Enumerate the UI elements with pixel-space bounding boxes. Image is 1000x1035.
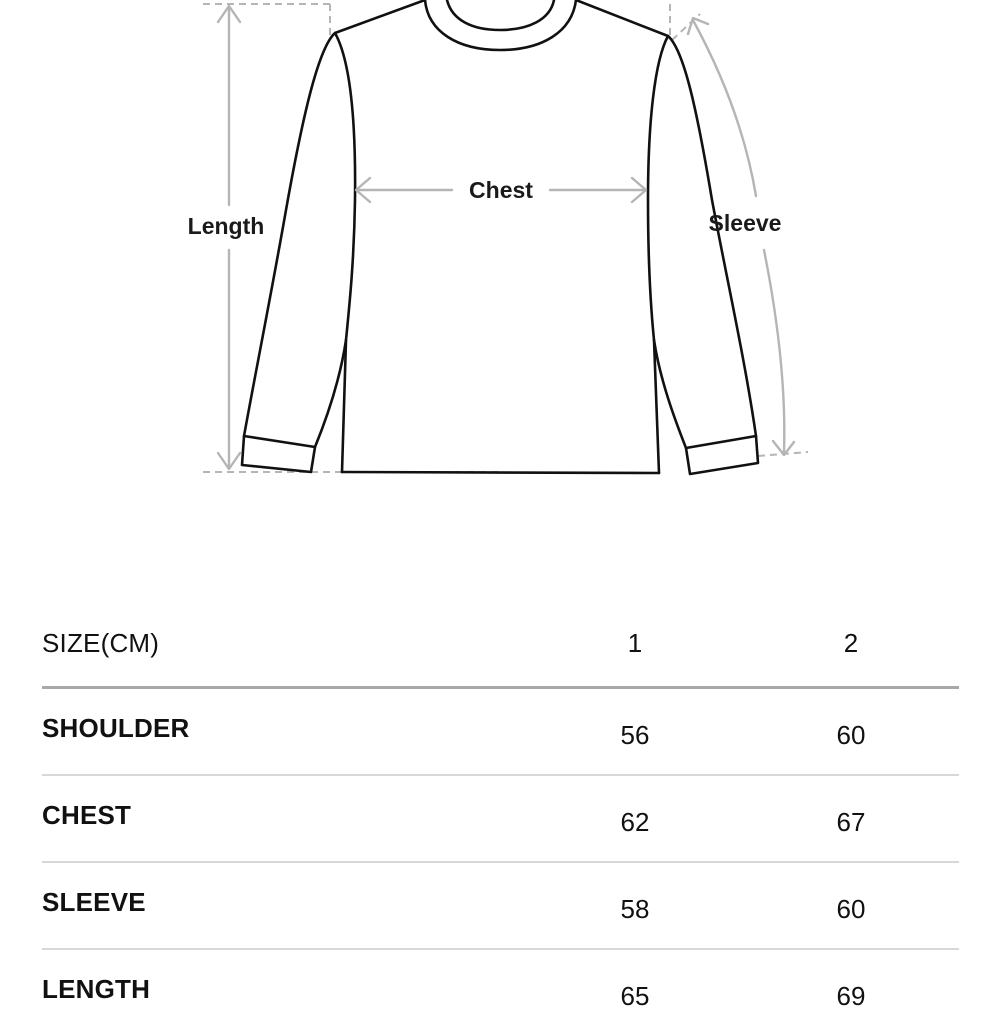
size-chart-table [42, 600, 959, 1035]
size-header-1: 1 [527, 600, 743, 688]
row-label: SHOULDER [42, 688, 527, 776]
size-header-2: 2 [743, 600, 959, 688]
size-header-label: SIZE(CM) [42, 600, 527, 688]
right-cuff [686, 436, 758, 474]
table-row-length [42, 949, 959, 1035]
row-value: 58 [527, 862, 743, 949]
collar [425, 0, 576, 50]
size-header-row [42, 600, 959, 688]
row-label: LENGTH [42, 974, 151, 1004]
hem [342, 472, 659, 473]
sleeve-measure-arrow [688, 18, 794, 455]
row-value: 67 [743, 775, 959, 862]
length-label: Length [187, 213, 265, 239]
sleeve-label: Sleeve [708, 210, 782, 236]
row-label: SLEEVE [42, 862, 527, 949]
left-inner-arm [315, 33, 355, 447]
row-value: 62 [527, 775, 743, 862]
chest-label: Chest [469, 177, 533, 203]
right-inner-arm [648, 36, 686, 448]
left-cuff [242, 436, 315, 472]
row-value: 60 [743, 862, 959, 949]
shirt-outline [242, 0, 758, 474]
dashed-guide-lines [203, 4, 808, 472]
table-row-chest [42, 775, 959, 862]
table-row-sleeve [42, 862, 959, 949]
row-value: 60 [743, 688, 959, 776]
row-label: CHEST [42, 775, 527, 862]
left-shoulder-sleeve [244, 0, 425, 436]
row-value: 56 [527, 688, 743, 776]
row-value: 69 [836, 981, 866, 1011]
row-value: 65 [620, 981, 650, 1011]
table-row-shoulder [42, 688, 959, 776]
